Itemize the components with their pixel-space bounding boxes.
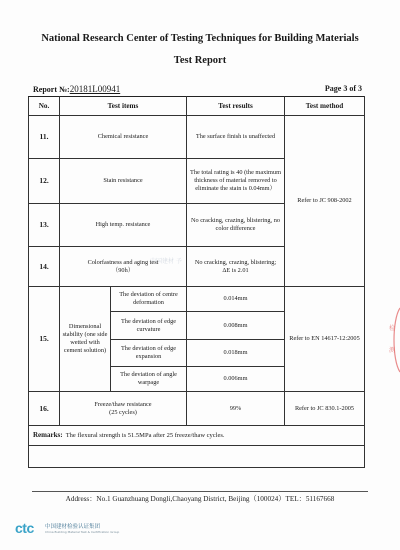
sub-item: The deviation of angle warpage <box>111 367 187 392</box>
test-method: Refer to JC 830.1-2005 <box>285 392 365 426</box>
ctc-logo-chinese: 中国建材检验认证集团 <box>45 524 101 530</box>
report-title: Test Report <box>173 55 227 66</box>
test-result: 0.018mm <box>187 340 285 367</box>
test-method: Refer to JC 908-2002 <box>285 116 365 287</box>
sub-item: The deviation of edge expansion <box>111 340 187 367</box>
header-no: No. <box>29 97 60 116</box>
faint-stamp-text: 中国建材 予 <box>150 258 182 265</box>
test-item-line: Colorfastness and aging test <box>87 258 159 266</box>
table-row <box>29 287 365 312</box>
row-number: 14. <box>29 247 60 287</box>
ctc-logo-mark: ctc <box>15 520 34 536</box>
page-indicator: Page 3 of 3 <box>324 84 362 93</box>
test-result: No cracking, crazing, blistering, no color difference <box>187 204 285 247</box>
test-result: The total rating is 40 (the maximum thickness of material removed to eliminate the stain is 0.04mm） <box>187 159 285 204</box>
footer-address: Address：No.1 Guanzhuang Dongli,Chaoyang District, Beijing（100024）TEL：51167668 <box>65 495 335 503</box>
report-number-value: 20181L00941 <box>69 84 121 94</box>
table-row <box>29 392 365 426</box>
row-number: 15. <box>29 287 60 392</box>
test-result: 0.014mm <box>187 287 285 312</box>
footer-divider <box>32 491 368 492</box>
test-item-line: Freeze/thaw resistance <box>94 400 152 408</box>
header-test-items: Test items <box>60 97 187 116</box>
organization-title: National Research Center of Testing Techniques for Building Materials <box>41 33 359 44</box>
remarks-label: Remarks: <box>33 430 63 439</box>
header-test-results: Test results <box>187 97 285 116</box>
test-result: 0.008mm <box>187 312 285 340</box>
row-number: 13. <box>29 204 60 247</box>
test-method: Refer to EN 14617-12:2005 <box>285 287 365 392</box>
test-item: Dimensional stability (one side wetted with cement solution) <box>60 287 111 392</box>
sub-item: The deviation of centre deformation <box>111 287 187 312</box>
row-number: 12. <box>29 159 60 204</box>
red-seal-edge-icon <box>386 300 400 380</box>
test-item: High temp. resistance <box>60 204 187 247</box>
report-number-label: Report №: <box>33 85 70 94</box>
remarks-cell <box>29 426 365 446</box>
table-header-row <box>29 97 365 116</box>
blank-cell <box>29 446 365 468</box>
test-item <box>60 392 187 426</box>
row-number: 16. <box>29 392 60 426</box>
svg-text:检: 检 <box>389 325 396 332</box>
report-number <box>33 84 120 94</box>
svg-text:测: 测 <box>389 347 396 354</box>
test-item: Stain resistance <box>60 159 187 204</box>
test-item-line: (25 cycles) <box>109 408 137 416</box>
remarks-text: The flexural strength is 51.5MPa after 25 freeze/thaw cycles. <box>65 431 225 439</box>
sub-item: The deviation of edge curvature <box>111 312 187 340</box>
test-result: The surface finish is unaffected <box>187 116 285 159</box>
test-result: 0.006mm <box>187 367 285 392</box>
ctc-logo-english: China Building Material Test & Certification Group <box>45 530 120 534</box>
test-item-line: （90h） <box>111 266 135 274</box>
test-result: 99% <box>187 392 285 426</box>
test-item: Chemical resistance <box>60 116 187 159</box>
header-test-method: Test method <box>285 97 365 116</box>
test-result-line: ΔE is 2.01 <box>222 266 249 274</box>
test-result-line: No cracking, crazing, blistering; <box>194 258 277 266</box>
blank-row <box>29 446 365 468</box>
ctc-logo <box>15 519 125 539</box>
row-number: 11. <box>29 116 60 159</box>
table-row <box>29 116 365 159</box>
test-results-table <box>28 96 365 468</box>
remarks-row <box>29 426 365 446</box>
